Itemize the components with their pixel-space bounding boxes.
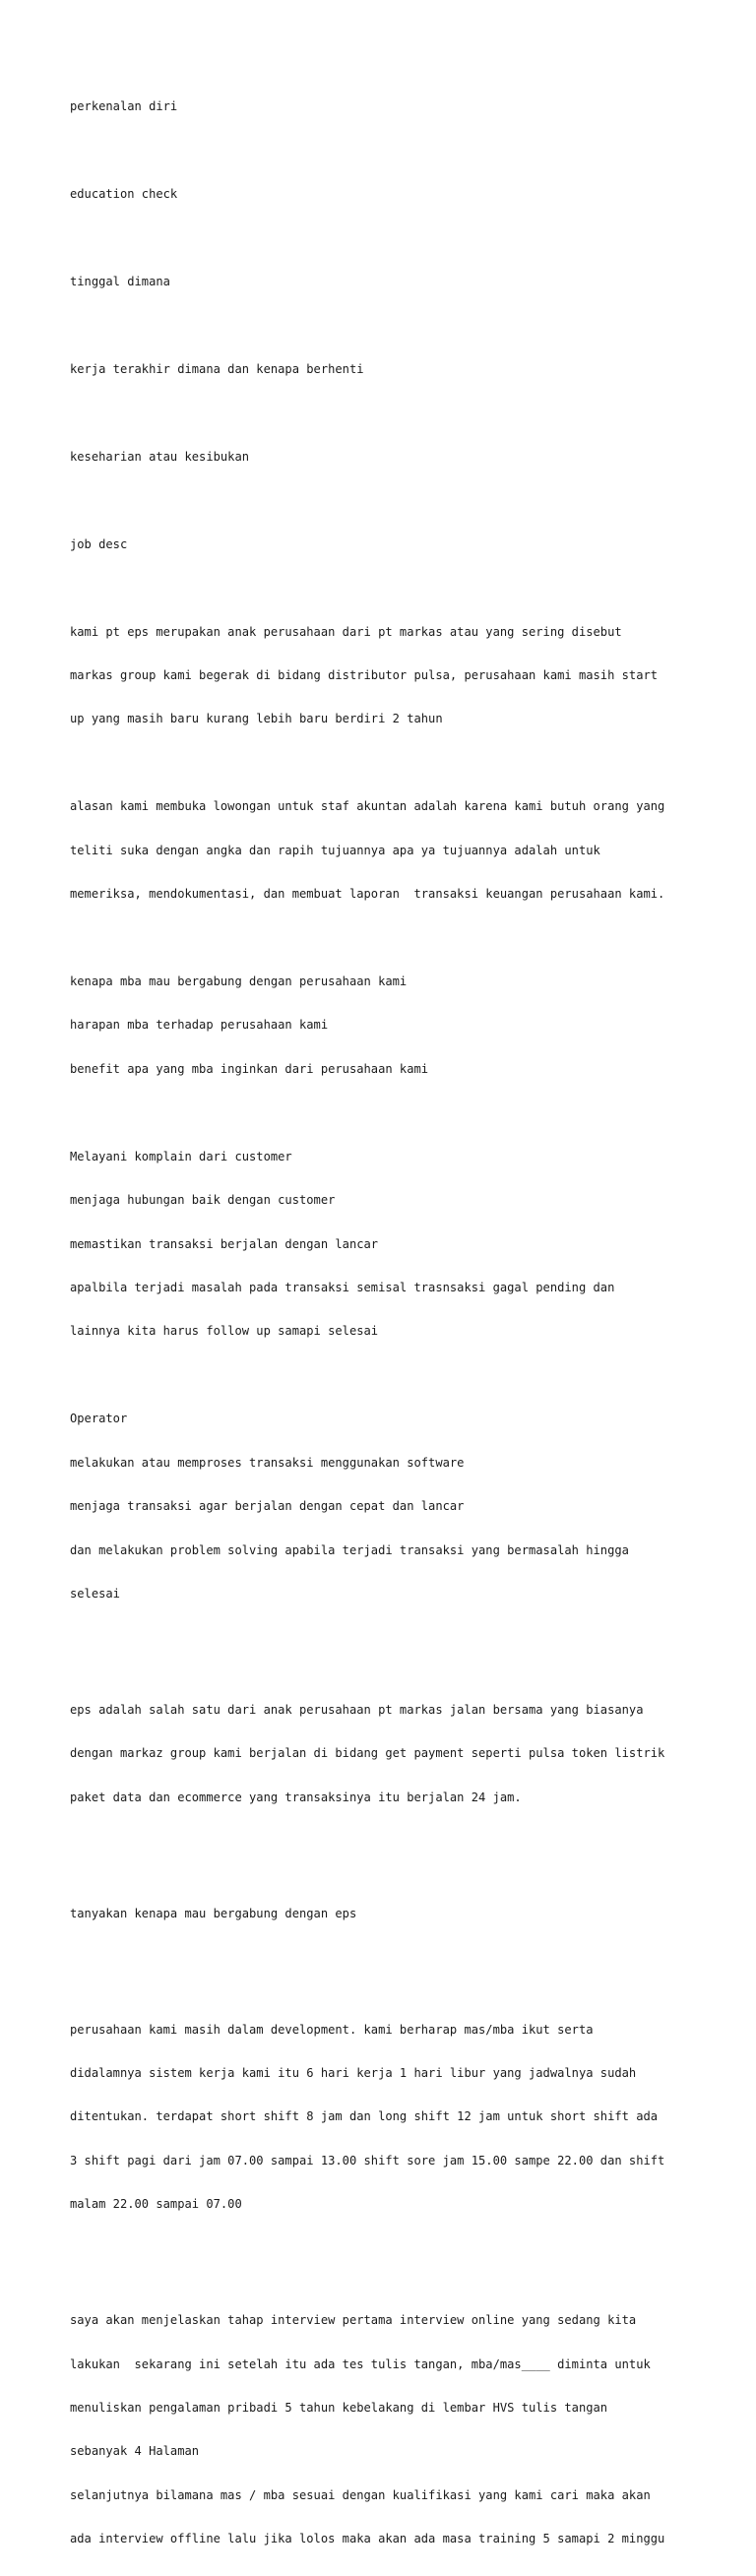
heading-tinggal-dimana — [70, 245, 739, 318]
text-line: tanyakan kenapa mau bergabung dengan eps — [70, 1906, 357, 1920]
text-line: eps adalah salah satu dari anak perusahaan pt markas jalan bersama yang biasanya — [70, 1702, 644, 1717]
text-line: menjaga hubungan baik dengan customer — [70, 1193, 336, 1208]
paragraph-work-system — [70, 1993, 739, 2241]
text-line: didalamnya sistem kerja kami itu 6 hari kerja 1 hari libur yang jadwalnya sudah — [70, 2066, 637, 2081]
text-line: Melayani komplain dari customer — [70, 1149, 292, 1163]
text-line: up yang masih baru kurang lebih baru berdiri 2 tahun — [70, 712, 443, 726]
text-line: malam 22.00 sampai 07.00 — [70, 2197, 242, 2212]
text-line: apalbila terjadi masalah pada transaksi semisal trasnsaksi gagal pending dan — [70, 1280, 615, 1294]
text-line: tinggal dimana — [70, 274, 170, 288]
text-line: perkenalan diri — [70, 98, 178, 113]
text-line: memastikan transaksi berjalan dengan lancar — [70, 1236, 379, 1251]
text-line: ada interview offline lalu jika lolos maka akan ada masa training 5 samapi 2 minggu — [70, 2532, 665, 2546]
text-line: teliti suka dengan angka dan rapih tujuannya apa ya tujuannya adalah untuk — [70, 843, 600, 857]
text-line: dan melakukan problem solving apabila terjadi transaksi yang bermasalah hingga — [70, 1542, 629, 1557]
text-line: dengan markaz group kami berjalan di bidang get payment seperti pulsa token listrik — [70, 1746, 665, 1761]
text-line: kami pt eps merupakan anak perusahaan dari pt markas atau yang sering disebut — [70, 624, 622, 639]
text-line: sebanyak 4 Halaman — [70, 2444, 200, 2459]
paragraph-interview-stages — [70, 2285, 739, 2576]
text-line: job desc — [70, 536, 128, 551]
text-line: 3 shift pagi dari jam 07.00 sampai 13.00 shift sore jam 15.00 sampe 22.00 dan shift — [70, 2153, 665, 2168]
text-line: Operator — [70, 1412, 128, 1426]
heading-kerja-terakhir — [70, 333, 739, 406]
text-line: menuliskan pengalaman pribadi 5 tahun kebelakang di lembar HVS tulis tangan — [70, 2400, 608, 2415]
text-line: benefit apa yang mba inginkan dari perusahaan kami — [70, 1061, 429, 1076]
paragraph-questions — [70, 945, 739, 1105]
text-line: keseharian atau kesibukan — [70, 449, 250, 464]
document-page — [70, 70, 739, 2576]
text-line: kerja terakhir dimana dan kenapa berhenti — [70, 361, 364, 376]
paragraph-eps-about — [70, 1673, 739, 1834]
text-line: markas group kami begerak di bidang distributor pulsa, perusahaan kami masih start — [70, 667, 659, 682]
text-line: perusahaan kami masih dalam development. kami berharap mas/mba ikut serta — [70, 2022, 594, 2037]
text-line: paket data dan ecommerce yang transaksinya itu berjalan 24 jam. — [70, 1790, 522, 1804]
text-line: saya akan menjelaskan tahap interview pertama interview online yang sedang kita — [70, 2313, 637, 2328]
text-line: lakukan sekarang ini setelah itu ada tes tulis tangan, mba/mas____ diminta untuk — [70, 2356, 651, 2371]
paragraph-company-intro — [70, 596, 739, 756]
paragraph-vacancy-reason — [70, 771, 739, 931]
paragraph-customer-service — [70, 1120, 739, 1368]
text-line: selanjutnya bilamana mas / mba sesuai dengan kualifikasi yang kami cari maka akan — [70, 2487, 651, 2502]
text-line: selesai — [70, 1586, 120, 1601]
text-line: harapan mba terhadap perusahaan kami — [70, 1018, 329, 1033]
heading-keseharian — [70, 420, 739, 493]
paragraph-operator — [70, 1383, 739, 1631]
text-line: lainnya kita harus follow up samapi selesai — [70, 1324, 379, 1339]
text-line: melakukan atau memproses transaksi menggunakan software — [70, 1455, 465, 1470]
paragraph-ask-why — [70, 1877, 739, 1950]
text-line: memeriksa, mendokumentasi, dan membuat laporan transaksi keuangan perusahaan kami. — [70, 887, 665, 902]
heading-perkenalan-diri — [70, 70, 739, 143]
text-line: kenapa mba mau bergabung dengan perusahaan kami — [70, 974, 408, 989]
text-line: menjaga transaksi agar berjalan dengan cepat dan lancar — [70, 1499, 465, 1514]
text-line: education check — [70, 186, 178, 201]
text-line: ditentukan. terdapat short shift 8 jam dan long shift 12 jam untuk short shift ada — [70, 2109, 659, 2124]
text-line: alasan kami membuka lowongan untuk staf akuntan adalah karena kami butuh orang yang — [70, 799, 665, 814]
heading-education-check — [70, 157, 739, 230]
heading-job-desc — [70, 508, 739, 581]
